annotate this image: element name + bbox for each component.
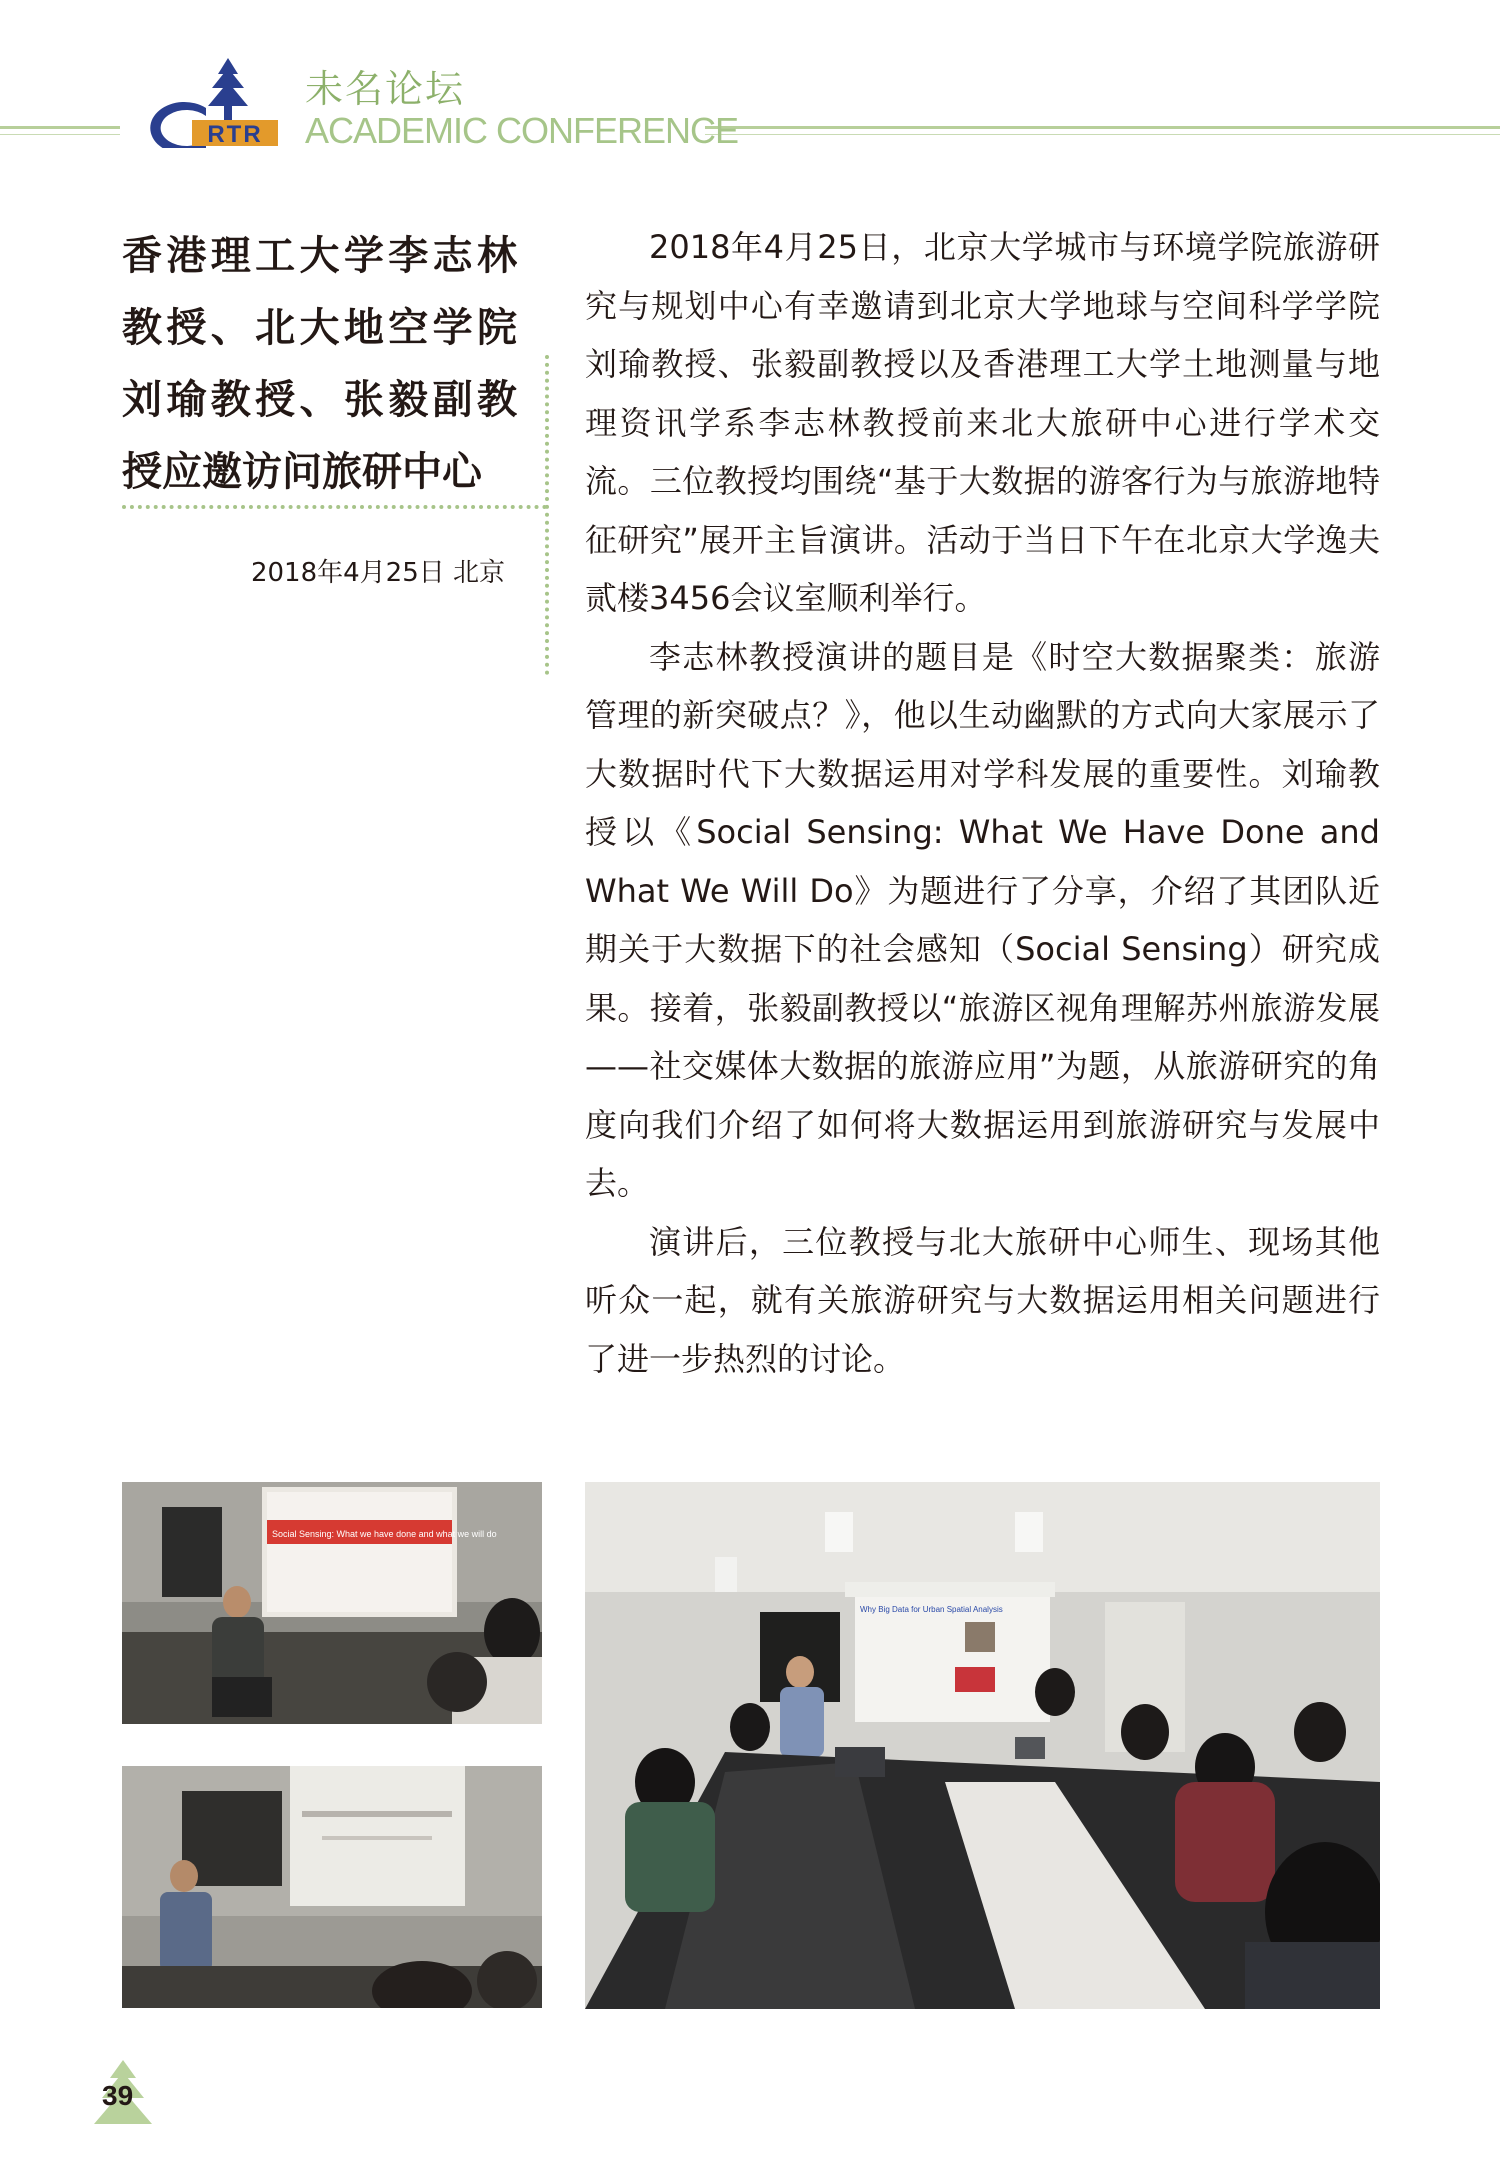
lecture-photo-audience: [585, 1482, 1380, 2009]
article-date-location: 2018年4月25日 北京: [250, 558, 505, 588]
article-body: [585, 218, 1380, 1388]
article-title: 香港理工大学李志林教授、北大地空学院刘瑜教授、张毅副教授应邀访问旅研中心: [122, 233, 517, 495]
title-dotted-divider: [122, 505, 547, 509]
slide-text: Social Sensing: What we have done and what we will do: [272, 1529, 497, 1539]
article-paragraph: 李志林教授演讲的题目是《时空大数据聚类：旅游管理的新突破点？》，他以生动幽默的方式向大家展示了大数据时代下大数据运用对学科发展的重要性。刘瑜教授以《Social Sensing: What We Have Done and What We Will Do》为题进行了分享，介绍了其团队近期关于大数据下的社会感知（Social Sensing）研究成果。接着，张毅副教授以“旅游区视角理解苏州旅游发展——社交媒体大数据的旅游应用”为题，从旅游研究的角度向我们介绍了如何将大数据运用到旅游研究与发展中去。: [585, 637, 1380, 1202]
header-rule-left: [0, 126, 120, 129]
brand-title-en: ACADEMIC CONFERENCE: [305, 110, 739, 151]
page-number: 39: [102, 2080, 134, 2111]
slide-text: Why Big Data for Urban Spatial Analysis: [860, 1605, 1003, 1614]
article-paragraph: 2018年4月25日，北京大学城市与环境学院旅游研究与规划中心有幸邀请到北京大学地球与空间科学学院刘瑜教授、张毅副教授以及香港理工大学土地测量与地理资讯学系李志林教授前来北大旅研中心进行学术交流。三位教授均围绕“基于大数据的游客行为与旅游地特征研究”展开主旨演讲。活动于当日下午在北京大学逸夫贰楼3456会议室顺利举行。: [585, 228, 1380, 617]
lecture-photo-liu-yu: [122, 1482, 542, 1724]
header-rule-left-thin: [0, 134, 120, 135]
brand-title-cn: 未名论坛: [305, 67, 466, 111]
lecture-photo-zhang-yi: [122, 1766, 542, 2008]
header-rule-right-thin: [705, 134, 1500, 135]
logo-text: RTR: [207, 121, 263, 148]
pine-tree-icon: [208, 58, 248, 120]
crtr-logo: [148, 56, 278, 148]
article-paragraph: 演讲后，三位教授与北大旅研中心师生、现场其他听众一起，就有关旅游研究与大数据运用相关问题进行了进一步热烈的讨论。: [585, 1222, 1380, 1378]
header-rule-right: [705, 126, 1500, 129]
vertical-dotted-divider: [545, 355, 549, 675]
